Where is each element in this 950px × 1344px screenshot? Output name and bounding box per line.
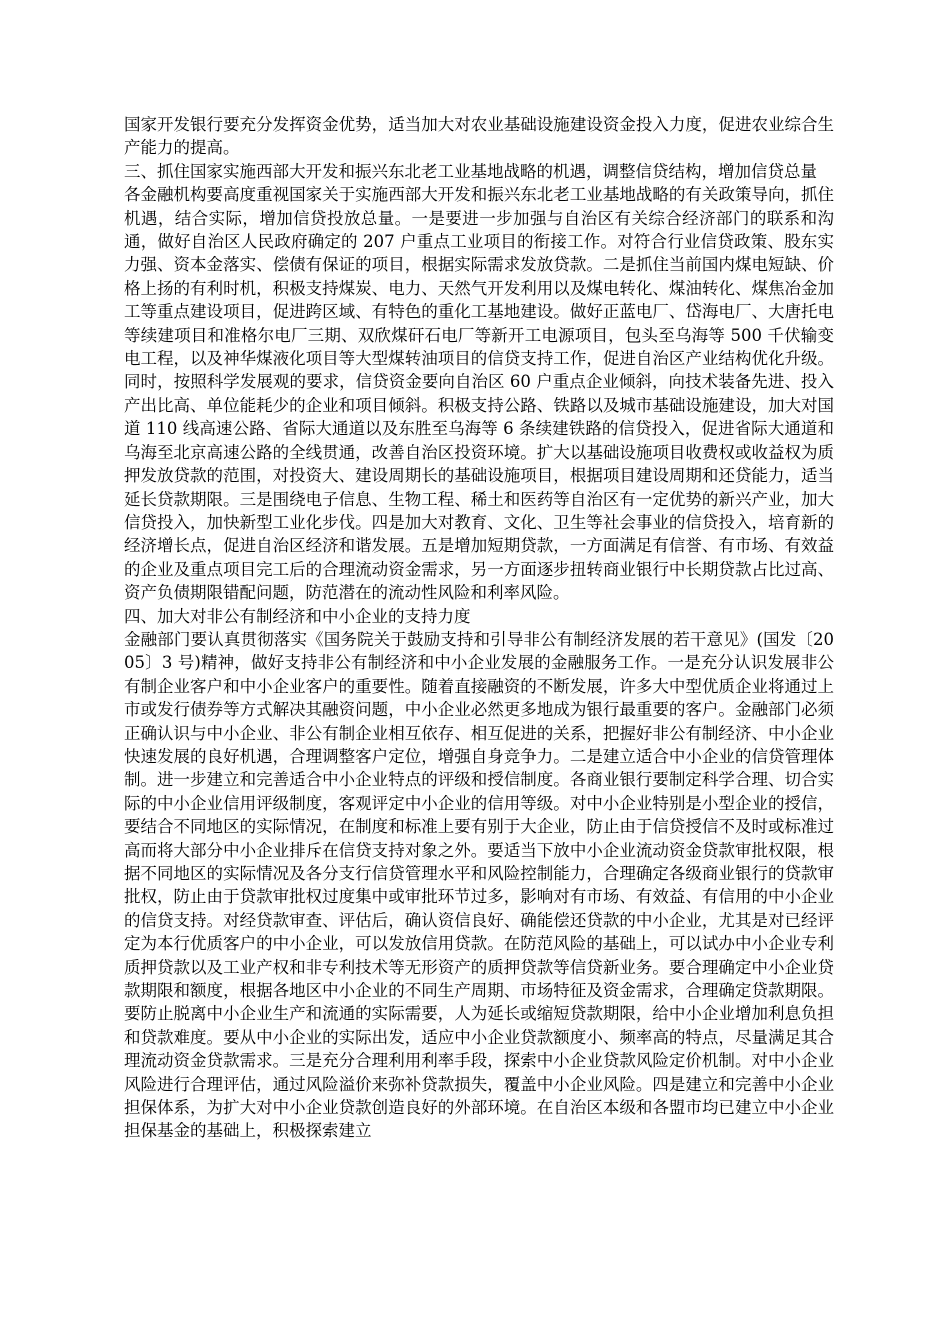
section-heading-3: 三、抓住国家实施西部大开发和振兴东北老工业基地战略的机遇，调整信贷结构，增加信贷总量: [124, 161, 817, 181]
paragraph-sme-support: 金融部门要认真贯彻落实《国务院关于鼓励支持和引导非公有制经济发展的若干意见》(国发〔2005〕3 号)精神，做好支持非公有制经济和中小企业发展的金融服务工作。一是充分认识发展非公有制企业客户和中小企业客户的重要性。随着直接融资的不断发展，许多大中型优质企业将通过上市或发行债券等方式解决其融资问题，中小企业必然更多地成为银行最重要的客户。金融部门必须正确认识与中小企业、非公有制企业相互依存、相互促进的关系，把握好非公有制经济、中小企业快速发展的良好机遇，合理调整客户定位，增强自身竞争力。二是建立适合中小企业的信贷管理体制。进一步建立和完善适合中小企业特点的评级和授信制度。各商业银行要制定科学合理、切合实际的中小企业信用评级制度，客观评定中小企业的信用等级。对中小企业特别是小型企业的授信，要结合不同地区的实际情况，在制度和标准上要有别于大企业，防止由于信贷授信不及时或标准过高而将大部分中小企业排斥在信贷支持对象之外。要适当下放中小企业流动资金贷款审批权限，根据不同地区的实际情况及各分支行信贷管理水平和风险控制能力，合理确定各级商业银行的贷款审批权，防止由于贷款审批权过度集中或审批环节过多，影响对有市场、有效益、有信用的中小企业的信贷支持。对经贷款审查、评估后，确认资信良好、确能偿还贷款的中小企业，尤其是对已经评定为本行优质客户的中小企业，可以发放信用贷款。在防范风险的基础上，可以试办中小企业专利质押贷款以及工业产权和非专利技术等无形资产的质押贷款等信贷新业务。要合理确定中小企业贷款期限和额度，根据各地区中小企业的不同生产周期、市场特征及资金需求，合理确定贷款期限。要防止脱离中小企业生产和流通的实际需要，人为延长或缩短贷款期限，给中小企业增加利息负担和贷款难度。要从中小企业的实际出发，适应中小企业贷款额度小、频率高的特点，尽量满足其合理流动资金贷款需求。三是充分合理利用利率手段，探索中小企业贷款风险定价机制。对中小企业风险进行合理评估，通过风险溢价来弥补贷款损失，覆盖中小企业风险。四是建立和完善中小企业担保体系，为扩大对中小企业贷款创造良好的外部环境。在自治区本级和各盟市均已建立中小企业担保基金的基础上，积极探索建立: [124, 629, 834, 1141]
document-body: [124, 113, 834, 1143]
paragraph-agriculture-investment: 国家开发银行要充分发挥资金优势，适当加大对农业基础设施建设资金投入力度，促进农业综合生产能力的提高。: [124, 115, 834, 158]
paragraph-credit-structure: 各金融机构要高度重视国家关于实施西部大开发和振兴东北老工业基地战略的有关政策导向，抓住机遇，结合实际，增加信贷投放总量。一是要进一步加强与自治区有关综合经济部门的联系和沟通，做好自治区人民政府确定的 207 户重点工业项目的衔接工作。对符合行业信贷政策、股东实力强、资本金落实、偿债有保证的项目，根据实际需求发放贷款。二是抓住当前国内煤电短缺、价格上扬的有利时机，积极支持煤炭、电力、天然气开发利用以及煤电转化、煤油转化、煤焦冶金加工等重点建设项目，促进跨区域、有特色的重化工基地建设。做好正蓝电厂、岱海电厂、大唐托电等续建项目和准格尔电厂三期、双欣煤矸石电厂等新开工电源项目，包头至乌海等 500 千伏输变电工程，以及神华煤液化项目等大型煤转油项目的信贷支持工作，促进自治区产业结构优化升级。同时，按照科学发展观的要求，信贷资金要向自治区 60 户重点企业倾斜，向技术装备先进、投入产出比高、单位能耗少的企业和项目倾斜。积极支持公路、铁路以及城市基础设施建设，加大对国道 110 线高速公路、省际大通道以及东胜至乌海等 6 条续建铁路的信贷投入，促进省际大通道和乌海至北京高速公路的全线贯通，改善自治区投资环境。扩大以基础设施项目收费权或收益权为质押发放贷款的范围，对投资大、建设周期长的基础设施项目，根据项目建设周期和还贷能力，适当延长贷款期限。三是围绕电子信息、生物工程、稀土和医药等自治区有一定优势的新兴产业，加大信贷投入，加快新型工业化步伐。四是加大对教育、文化、卫生等社会事业的信贷投入，培育新的经济增长点，促进自治区经济和谐发展。五是增加短期贷款，一方面满足有信誉、有市场、有效益的企业及重点项目完工后的合理流动资金需求，另一方面逐步扭转商业银行中长期贷款占比过高、资产负债期限错配问题，防范潜在的流动性风险和利率风险。: [124, 185, 834, 603]
section-heading-4: 四、加大对非公有制经济和中小企业的支持力度: [124, 606, 471, 626]
